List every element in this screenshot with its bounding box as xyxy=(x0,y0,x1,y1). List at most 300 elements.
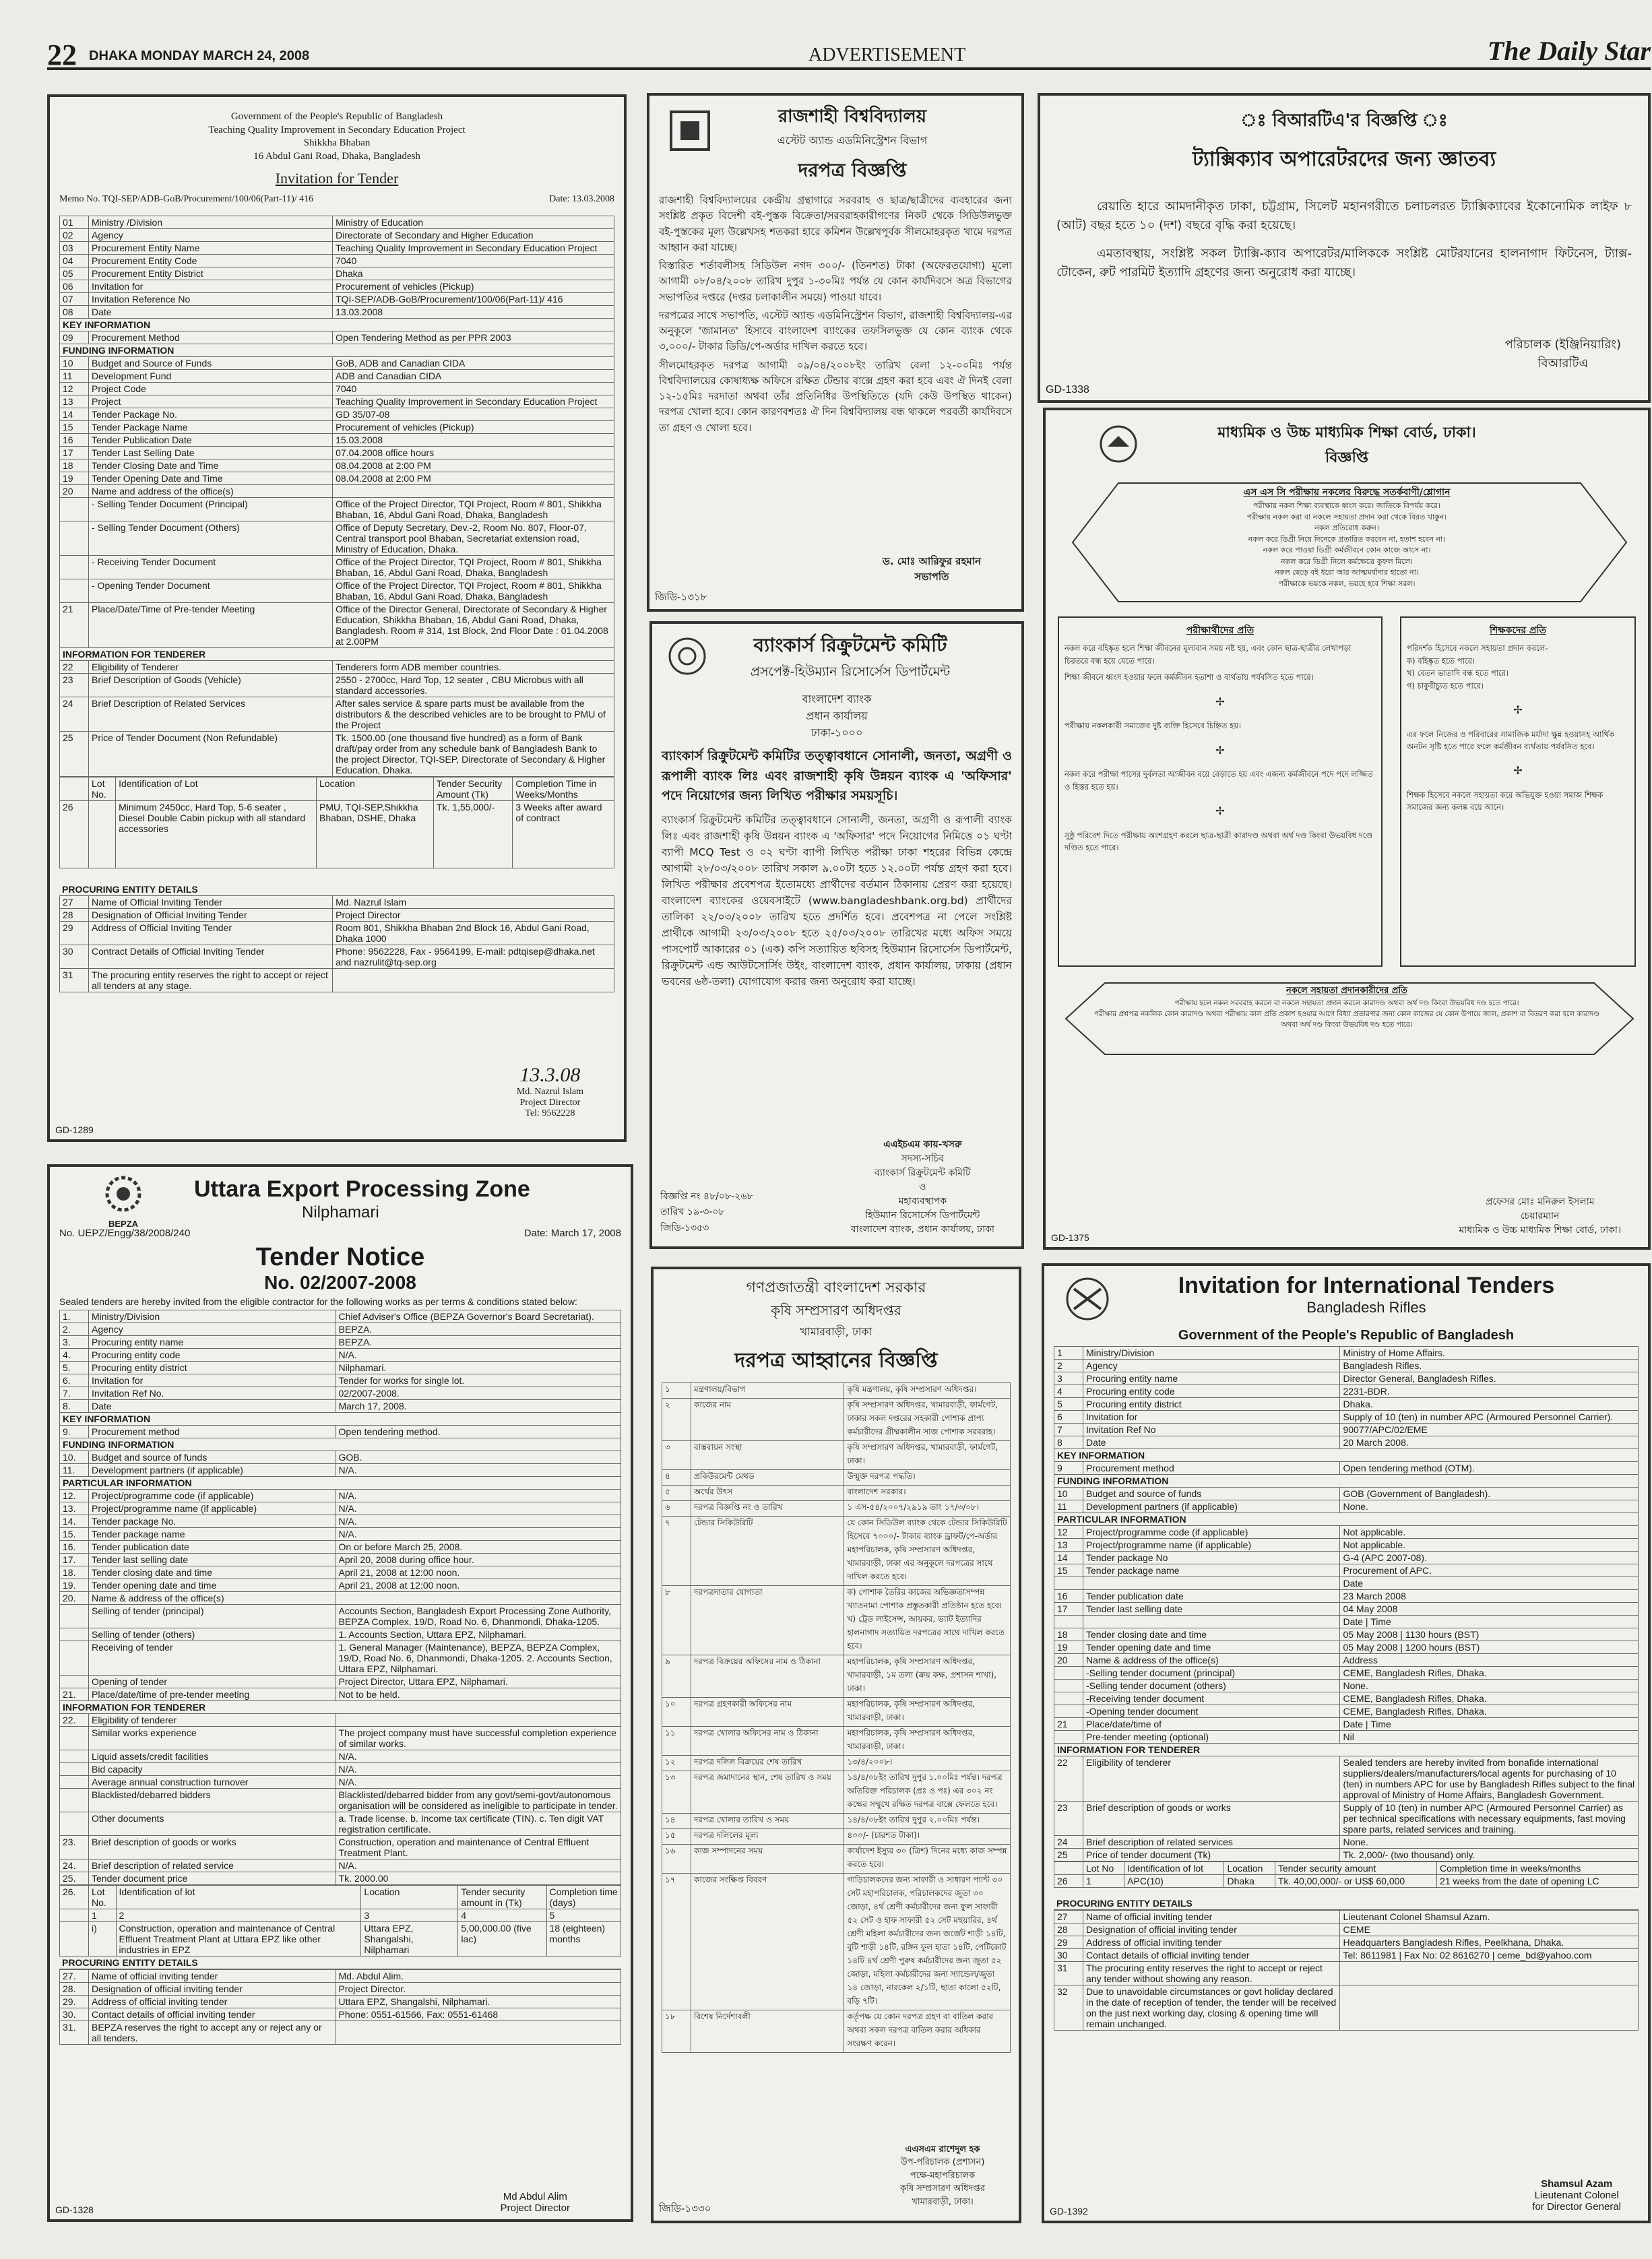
row-value: Supply of 10 (ten) in number APC (Armoured Personnel Carrier) as per technical specifications with necessary equipments, fast moving spare parts, related services and training. xyxy=(1340,1802,1639,1836)
table-row xyxy=(1054,1411,1639,1424)
row-value: CEME, Bangladesh Rifles, Dhaka. xyxy=(1340,1705,1639,1718)
row-label: Opening of tender xyxy=(89,1676,336,1688)
row-label: Tender Opening Date and Time xyxy=(89,472,333,485)
row-label: Project Code xyxy=(89,383,333,395)
table-row xyxy=(1054,1360,1639,1372)
ad-teaching-quality-tender xyxy=(47,94,627,1142)
row-number xyxy=(60,521,89,556)
row-label: Price of Tender Document (Non Refundable) xyxy=(89,732,333,777)
row-label: Project/programme name (if applicable) xyxy=(1083,1539,1340,1552)
row-value: 20 March 2008. xyxy=(1340,1436,1639,1449)
signer-for: for Director General xyxy=(1532,2201,1621,2213)
lot-header: Location xyxy=(1224,1862,1275,1875)
row-label: Procurement method xyxy=(89,1426,336,1438)
row-number: 27. xyxy=(60,1970,89,1983)
row-label: Invitation for xyxy=(1083,1411,1340,1424)
row-value: Office of the Director General, Directorate of Secondary & Higher Education, Shikkha Bhaban, 16, Abdul Gani Road, Dhaka, Bangladesh. Room # 314, 1st Block, 2nd Floor Date : 01.04.2008 at 2.00PM xyxy=(333,603,614,648)
row-number: 18. xyxy=(60,1566,89,1579)
row-label: Selling of tender (others) xyxy=(89,1628,336,1641)
section-heading: PARTICULAR INFORMATION xyxy=(1054,1513,1639,1526)
ad-code: GD-1392 xyxy=(1050,2206,1088,2217)
row-value: GOB. xyxy=(336,1451,621,1464)
row-label: Tender closing date and time xyxy=(1083,1628,1340,1641)
lot-cell: 18 (eighteen) months xyxy=(546,1922,621,1956)
row-value: ক) পোশাক তৈরির কাজের অভিজ্ঞতাসম্পন্ন খ্যাতনামা পোশাক প্রস্তুতকারী প্রতিষ্ঠান হতে হবে। খ) ট্রেড লাইসেন্স, আয়কর, ভ্যাট ইত্যাদির হালনাগাদ সত্যায়িত দরপত্রের সাথে দাখিল করতে হবে। xyxy=(844,1586,1011,1655)
table-row xyxy=(60,1641,621,1676)
signer-title: Project Director xyxy=(519,1097,581,1108)
tender-table xyxy=(662,1382,1011,2053)
lot-cell: Tk. 1,55,000/- xyxy=(433,801,513,868)
ad-uepz-tender xyxy=(47,1164,633,2222)
table-row xyxy=(60,1502,621,1515)
table-row xyxy=(60,485,614,498)
row-label: Address of official inviting tender xyxy=(89,1996,336,2008)
address-line: ঢাকা-১০০০ xyxy=(811,726,863,739)
row-number: 25 xyxy=(60,732,89,777)
signer-org: মাধ্যমিক ও উচ্চ মাধ্যমিক শিক্ষা বোর্ড, ঢাকা। xyxy=(1459,1225,1621,1236)
lot-header: Lot No. xyxy=(89,777,116,801)
table-row xyxy=(60,1362,621,1374)
row-number: 24. xyxy=(60,1859,89,1872)
page-number: 22 xyxy=(47,38,77,71)
row-value: 90077/APC/02/EME xyxy=(1340,1424,1639,1436)
address-line: প্রধান কার্যালয় xyxy=(806,709,868,722)
table-row xyxy=(1054,1836,1639,1849)
table-row xyxy=(60,319,614,331)
row-value: Office of the Project Director, TQI Project, Room # 801, Shikkha Bhaban, 16, Abdul Gani Road, Dhaka, Bangladesh xyxy=(333,556,614,579)
memo-number: Memo No. TQI-SEP/ADB-GoB/Procurement/100/06(Part-11)/ 416 xyxy=(59,194,314,204)
table-row xyxy=(60,1451,621,1464)
row-label: Invitation for xyxy=(89,1374,336,1387)
row-value: Office of the Project Director, TQI Project, Room # 801, Shikkha Bhaban, 16, Abdul Gani Road, Dhaka, Bangladesh xyxy=(333,579,614,603)
row-label: Address of Official Inviting Tender xyxy=(89,922,333,945)
signer-name: Shamsul Azam xyxy=(1541,2178,1613,2190)
divider-star-icon: ✢ xyxy=(1513,703,1523,716)
table-row xyxy=(662,1441,1011,1470)
table-row xyxy=(1054,1985,1639,2031)
row-number: 15. xyxy=(60,1528,89,1541)
row-label: - Receiving Tender Document xyxy=(89,556,333,579)
row-number: ৫ xyxy=(662,1486,691,1501)
row-number xyxy=(60,1776,89,1789)
row-label: Procuring entity name xyxy=(1083,1372,1340,1385)
ad-title: ঃ বিআরটিএ'র বিজ্ঞপ্তি ঃ xyxy=(1240,110,1448,131)
row-label: Agency xyxy=(89,229,333,242)
row-value: Not applicable. xyxy=(1340,1526,1639,1539)
row-number: 25. xyxy=(60,1872,89,1885)
row-value: GOB (Government of Bangladesh). xyxy=(1340,1488,1639,1500)
row-label: Brief Description of Goods (Vehicle) xyxy=(89,674,333,697)
slogan-line: পরীক্ষাকে ভয়কে নকল, ভয়হে হবে শিক্ষা সরল। xyxy=(1278,579,1416,588)
table-row xyxy=(60,1750,621,1763)
ad-heading: দরপত্র বিজ্ঞপ্তি xyxy=(798,159,907,181)
table-row xyxy=(60,370,614,383)
row-value: Project Director xyxy=(333,909,614,922)
row-label: প্রকিউরমেন্ট মেথড xyxy=(691,1470,844,1486)
row-label: Average annual construction turnover xyxy=(89,1776,336,1789)
row-label: Budget and Source of Funds xyxy=(89,357,333,370)
divider-star-icon: ✢ xyxy=(1513,764,1523,777)
lot-cell: 3 Weeks after award of contract xyxy=(513,801,614,868)
ad-title: ব্যাংকার্স রিক্রুটমেন্ট কমিটি xyxy=(753,634,947,656)
ad-bdr-international-tender xyxy=(1042,1263,1651,2223)
row-label: Contract Details of Official Inviting Tender xyxy=(89,945,333,969)
row-value: যে কোন সিডিউল ব্যাংক থেকে টেন্ডার সিকিউরিটি হিসেবে ৭০০০/- টাকার ব্যাংক ড্রাফট/পে-অর্ডার মহাপরিচালক, কৃষি সম্প্রসারণ অধিদপ্তর, খামারবাড়ী, ঢাকা এর অনুকূলে দরপত্রের সাথে দাখিল করতে হবে। xyxy=(844,1517,1011,1586)
row-number: 19 xyxy=(60,472,89,485)
table-row xyxy=(60,1515,621,1528)
row-label: অর্থের উৎস xyxy=(691,1486,844,1501)
table-row xyxy=(60,1310,621,1323)
row-value: Not to be held. xyxy=(336,1688,621,1701)
box-line: নকল করে বহিষ্কৃত হলে শিক্ষা জীবনের মূল্যবান সময় নষ্ট হয়, এবং কোন ছাত্র-ছাত্রীর লেখাপড়া চিরতরে বন্ধ হয়ে যেতে পারে। xyxy=(1065,643,1352,666)
row-number: ১০ xyxy=(662,1698,691,1727)
row-label: Invitation Ref No xyxy=(1083,1424,1340,1436)
row-label: Tender last selling date xyxy=(1083,1603,1340,1616)
row-value: Ministry of Education xyxy=(333,216,614,229)
row-label: Development Fund xyxy=(89,370,333,383)
row-number: 05 xyxy=(60,267,89,280)
row-number: 24 xyxy=(1054,1836,1083,1849)
table-row xyxy=(60,1996,621,2008)
teachers-box xyxy=(1400,616,1636,967)
ad-title: রাজশাহী বিশ্ববিদ্যালয় xyxy=(777,106,927,127)
ad-brta-notice xyxy=(1038,93,1651,403)
row-number: 28 xyxy=(1054,1923,1083,1936)
row-label: -Selling tender document (others) xyxy=(1083,1680,1340,1692)
row-value: 02/2007-2008. xyxy=(336,1387,621,1400)
table-row xyxy=(60,556,614,579)
row-label: দরপত্র দলিল বিক্রয়ের শেষ তারিখ xyxy=(691,1756,844,1771)
row-number xyxy=(60,1628,89,1641)
signer-line: কৃষি সম্প্রসারণ অধিদপ্তর xyxy=(900,2184,985,2194)
row-value xyxy=(336,1714,621,1727)
lot-header: 26. xyxy=(60,1886,89,1909)
row-value: Md. Abdul Alim. xyxy=(336,1970,621,1983)
lot-header: Tender security amount xyxy=(1275,1862,1436,1875)
row-value: GoB, ADB and Canadian CIDA xyxy=(333,357,614,370)
row-number: 12 xyxy=(60,383,89,395)
row-value: Teaching Quality Improvement in Secondary Education Project xyxy=(333,395,614,408)
table-row xyxy=(60,293,614,306)
row-value: মহাপরিচালক, কৃষি সম্প্রসারণ অধিদপ্তর, খামারবাড়ী, ১ম তলা (ক্রয় কক্ষ, প্রশাসন শাখা), ঢাকা। xyxy=(844,1655,1011,1698)
row-number: 19. xyxy=(60,1579,89,1592)
lot-header: Tender security amount in (Tk) xyxy=(458,1886,546,1909)
row-label: কাজের সংক্ষিপ্ত বিবরণ xyxy=(691,1874,844,2010)
row-value: কৃষি মন্ত্রণালয়, কৃষি সম্প্রসারণ অধিদপ্তর। xyxy=(844,1383,1011,1399)
row-number: 03 xyxy=(60,242,89,255)
row-value: Supply of 10 (ten) in number APC (Armoured Personnel Carrier). xyxy=(1340,1411,1639,1424)
row-label: Procuring entity code xyxy=(1083,1385,1340,1398)
table-row xyxy=(1054,1462,1639,1475)
row-value: 7040 xyxy=(333,255,614,267)
row-label: Price of tender document (Tk) xyxy=(1083,1849,1340,1862)
table-row xyxy=(1054,1552,1639,1564)
table-row xyxy=(60,1374,621,1387)
row-number xyxy=(1054,1616,1083,1628)
row-value: None. xyxy=(1340,1680,1639,1692)
row-value: N/A. xyxy=(336,1776,621,1789)
row-number: 17 xyxy=(1054,1603,1083,1616)
row-label: Pre-tender meeting (optional) xyxy=(1083,1731,1340,1744)
table-row xyxy=(60,1387,621,1400)
signer-line: মহাব্যবস্থাপক xyxy=(898,1196,947,1207)
table-row xyxy=(60,1349,621,1362)
table-row xyxy=(662,1814,1011,1829)
table-row xyxy=(60,1605,621,1628)
row-value: Dhaka xyxy=(333,267,614,280)
row-number: 2 xyxy=(1054,1360,1083,1372)
row-label: Name & address of the office(s) xyxy=(89,1592,336,1605)
row-number: ৪ xyxy=(662,1470,691,1486)
table-row xyxy=(1054,1475,1639,1488)
row-value: After sales service & spare parts must be available from the distributors & the described vehicles are to be brought to PMU of the Project xyxy=(333,697,614,732)
row-value: 07.04.2008 office hours xyxy=(333,447,614,459)
table-row xyxy=(662,1501,1011,1517)
row-label: Procurement method xyxy=(1083,1462,1340,1475)
row-number: 06 xyxy=(60,280,89,293)
row-label: Tender document price xyxy=(89,1872,336,1885)
row-number xyxy=(60,1750,89,1763)
procuring-table xyxy=(59,895,614,992)
row-number: 15 xyxy=(1054,1564,1083,1577)
row-label: Tender last selling date xyxy=(89,1554,336,1566)
row-value: ১৩/৪/২০০৮। xyxy=(844,1756,1011,1771)
row-value: ১৪/৪/০৮ইং তারিখ দুপুর ২.০০মিঃ পর্যন্ত। xyxy=(844,1814,1011,1829)
table-row xyxy=(60,1336,621,1349)
row-value: 15.03.2008 xyxy=(333,434,614,447)
row-label: টেন্ডার সিকিউরিটি xyxy=(691,1517,844,1586)
table-row xyxy=(1054,1539,1639,1552)
table-row xyxy=(60,1628,621,1641)
row-label: Procurement Entity Name xyxy=(89,242,333,255)
lot-header: Completion time in weeks/months xyxy=(1437,1862,1639,1875)
row-number: 21. xyxy=(60,1688,89,1701)
row-number: 16 xyxy=(60,434,89,447)
row-value: 05 May 2008 | 1200 hours (BST) xyxy=(1340,1641,1639,1654)
row-label: Ministry /Division xyxy=(89,216,333,229)
row-number: 15 xyxy=(60,421,89,434)
row-label: Procuring entity district xyxy=(89,1362,336,1374)
table-row xyxy=(60,1477,621,1490)
table-row xyxy=(60,498,614,521)
table-row xyxy=(60,732,614,777)
row-label: -Selling tender document (principal) xyxy=(1083,1667,1340,1680)
table-row xyxy=(1054,1616,1639,1628)
row-number xyxy=(1054,1731,1083,1744)
lot-cell: 26 xyxy=(60,801,89,868)
table-row xyxy=(60,1701,621,1714)
row-label: Tender opening date and time xyxy=(1083,1641,1340,1654)
row-number: 30 xyxy=(60,945,89,969)
ad-subtitle: প্রসপেক্ট-হিউম্যান রিসোর্সেস ডিপার্টমেন্ট xyxy=(750,664,951,679)
slogan-title: এস এস সি পরীক্ষায় নকলের বিরুদ্ধে সতর্কবাণী/শ্লোগান xyxy=(1243,487,1451,498)
row-value: Date | Time xyxy=(1340,1718,1639,1731)
procuring-table xyxy=(1054,1910,1639,2031)
signature-block xyxy=(883,554,981,585)
row-number: 9. xyxy=(60,1426,89,1438)
signature-date: 13.3.08 xyxy=(519,1064,581,1086)
row-number: 11. xyxy=(60,1464,89,1477)
ad-code: জিডি-১৩৩০ xyxy=(659,2202,711,2215)
row-label: Tender closing date and time xyxy=(89,1566,336,1579)
row-number: 24 xyxy=(60,697,89,732)
row-number: 18 xyxy=(1054,1628,1083,1641)
row-number: 10. xyxy=(60,1451,89,1464)
row-value: Date | Time xyxy=(1340,1616,1639,1628)
row-value: Procurement of vehicles (Pickup) xyxy=(333,280,614,293)
row-label: বাস্তবায়ন সংস্থা xyxy=(691,1441,844,1470)
row-number: ৭ xyxy=(662,1517,691,1586)
table-row xyxy=(60,969,614,992)
lot-cell: 5,00,000.00 (five lac) xyxy=(458,1922,546,1956)
box-line: ক) বহিষ্কৃত হতে পারে। xyxy=(1407,656,1475,666)
row-value: ৪০০/- (চারশত টাকা)। xyxy=(844,1829,1011,1845)
lot-header: Tender Security Amount (Tk) xyxy=(433,777,513,801)
table-row xyxy=(60,579,614,603)
row-label: Eligibility of Tenderer xyxy=(89,661,333,674)
row-value: গাড়িচালকদের জন্য সাফারী ও সাধারণ প্যান্ট ৩০ সেট মহাপরিচালক, পরিচালকদের জুতা ৩০ জোড়া, ৪র্থ শ্রেণী কর্মচারীদের জন্য ফুল সাফারী ৫২ সেট ও হাফ সাফারী ৫২ সেট মহুয়ারির, ৪র্থ শ্রেণী মহিলা কর্মচারীদের জন্য জর্জেট শাড়ী ১৪টি, বুটি শাড়ী ১৪টি, রঙ্গিন ফুল হাতা ১৪টি, পেটিকোট ১৪টি ৪র্থ শ্রেণী পুরুষ কর্মচারীদের জন্য জুতা ৫২ জোড়া, মহিলা কর্মচারীদের জন্য স্যান্ডেল/জুতা ১৪ জোড়া, নারকেল ২/১টি, ছাতা কালো ৫২টি, বড়ি ৭টি। xyxy=(844,1874,1011,2010)
table-row xyxy=(1054,1911,1639,1923)
row-value: Tk. 2,000/- (two thousand) only. xyxy=(1340,1849,1639,1862)
row-number: 8 xyxy=(1054,1436,1083,1449)
section-heading: PROCURING ENTITY DETAILS xyxy=(1054,1897,1639,1910)
row-number: ১৪ xyxy=(662,1814,691,1829)
table-row xyxy=(1054,1923,1639,1936)
row-number: 12. xyxy=(60,1490,89,1502)
row-value: N/A. xyxy=(336,1750,621,1763)
signer-title: Lieutenant Colonel xyxy=(1534,2190,1619,2201)
row-value: CEME xyxy=(1340,1923,1639,1936)
box-line: পরিদর্শক হিসেবে নকলে সহায়তা প্রদান করলে- xyxy=(1407,643,1548,654)
row-label: Place/date/time of xyxy=(1083,1718,1340,1731)
table-row xyxy=(60,421,614,434)
notice-number: No. 02/2007-2008 xyxy=(264,1272,416,1293)
row-number: 13. xyxy=(60,1502,89,1515)
table-row xyxy=(60,1464,621,1477)
row-label xyxy=(1083,1577,1340,1590)
row-number xyxy=(60,1763,89,1776)
table-row xyxy=(1054,1802,1639,1836)
table-row xyxy=(60,896,614,909)
row-label: দরপত্র বিক্রয়ের অফিসের নাম ও ঠিকানা xyxy=(691,1655,844,1698)
table-row xyxy=(1054,1667,1639,1680)
row-number: ১৫ xyxy=(662,1829,691,1845)
row-label: Place/Date/Time of Pre-tender Meeting xyxy=(89,603,333,648)
table-row xyxy=(1054,1949,1639,1962)
table-row xyxy=(662,1874,1011,2010)
row-number: 1 xyxy=(1054,1347,1083,1360)
row-number: 10 xyxy=(1054,1488,1083,1500)
body-paragraph: দরপত্রের সাথে সভাপতি, এস্টেট অ্যান্ড এডমিনিস্ট্রেশন বিভাগ, রাজশাহী বিশ্ববিদ্যালয়-এর অনুকূলে 'জামানত' হিসাবে বাংলাদেশ ব্যাংকের তফসিলভুক্ত যে কোন ব্যাংক থেকে ৩,০০০/- টাকার ডিডি/পে-অর্ডার দাখিল করতে হবে। xyxy=(659,309,1012,353)
section-heading: PROCURING ENTITY DETAILS xyxy=(59,1956,621,1969)
table-row xyxy=(1054,1347,1639,1360)
row-number: 7. xyxy=(60,1387,89,1400)
lot-header: Location xyxy=(317,777,434,801)
notice-date: Date: March 17, 2008 xyxy=(523,1228,621,1239)
notice-ref: বিজ্ঞপ্তি নং ৪৮/০৮-২৬৮ xyxy=(660,1190,753,1202)
row-number: 20. xyxy=(60,1592,89,1605)
signer-tel: Tel: 9562228 xyxy=(525,1108,575,1118)
table-row xyxy=(1054,1372,1639,1385)
box-line: পরীক্ষায় নকলকারী সমাজের দুষ্ট ব্যক্তি হিসেবে চিহ্নিত হয়। xyxy=(1065,721,1242,731)
row-value: N/A. xyxy=(336,1349,621,1362)
row-value: April 20, 2008 during office hour. xyxy=(336,1554,621,1566)
row-label: Eligibility of tenderer xyxy=(1083,1756,1340,1802)
ref-number: No. UEPZ/Engg/38/2008/240 xyxy=(59,1228,191,1239)
table-row xyxy=(60,216,614,229)
row-label: দরপত্র গ্রহণকারী অফিসের নাম xyxy=(691,1698,844,1727)
row-label: Procurement Method xyxy=(89,331,333,344)
row-number: 29 xyxy=(60,922,89,945)
row-number xyxy=(1054,1705,1083,1718)
row-label: Agency xyxy=(1083,1360,1340,1372)
section-heading: KEY INFORMATION xyxy=(60,1413,621,1426)
row-number: 20 xyxy=(60,485,89,498)
row-value: Md. Nazrul Islam xyxy=(333,896,614,909)
table-row xyxy=(60,1676,621,1688)
signature-block xyxy=(1532,2178,1621,2213)
table-row xyxy=(1054,1424,1639,1436)
gov-line: Teaching Quality Improvement in Secondary Education Project xyxy=(208,124,466,135)
lot-cell: Minimum 2450cc, Hard Top, 5-6 seater , Diesel Double Cabin pickup with all standard accessories xyxy=(116,801,317,868)
row-number: 28 xyxy=(60,909,89,922)
body-paragraph: রাজশাহী বিশ্ববিদ্যালয়ের কেন্দ্রীয় গ্রন্থাগারে সরবরাহ ও ছাত্র/ছাত্রীদের ব্যবহারের জন্য সংশ্লিষ্ট প্রকৃত বিদেশী বই-পুস্তক বিক্রেতা/সরবরাহকারীগণের নিকট থেকে সিডিউলভুক্ত বই-পুস্তকের মূল্য উল্লেখসহ শতকরা হারে কমিশন উল্লেখপূর্বক সীলমোহরকৃত খামে দরপত্র আহ্বান করা যাচ্ছে। xyxy=(659,194,1012,253)
lot-header: Identification of lot xyxy=(1124,1862,1224,1875)
notice-date: তারিখ ১৯-৩-০৮ xyxy=(660,1207,725,1218)
table-row xyxy=(1054,1962,1639,1985)
lot-header: Completion Time in Weeks/Months xyxy=(513,777,614,801)
row-value xyxy=(333,485,614,498)
table-row xyxy=(662,1727,1011,1756)
ad-subtitle: Nilphamari xyxy=(302,1203,379,1221)
table-row xyxy=(60,1566,621,1579)
row-number: 12 xyxy=(1054,1526,1083,1539)
row-value: Open tendering method (OTM). xyxy=(1340,1462,1639,1475)
row-number xyxy=(1054,1680,1083,1692)
section-heading: FUNDING INFORMATION xyxy=(60,344,614,357)
row-number: 02 xyxy=(60,229,89,242)
row-label: দরপত্র খোলার অফিসের নাম ও ঠিকানা xyxy=(691,1727,844,1756)
row-label: Name and address of the office(s) xyxy=(89,485,333,498)
table-row xyxy=(60,1714,621,1727)
row-label: Other documents xyxy=(89,1812,336,1836)
box-title: নকলে সহায়তা প্রদানকারীদের প্রতি xyxy=(1286,986,1407,996)
row-value: Dhaka. xyxy=(1340,1398,1639,1411)
row-number: 18 xyxy=(60,459,89,472)
row-label: Tender package name xyxy=(1083,1564,1340,1577)
table-row xyxy=(1054,1680,1639,1692)
row-value: কৃষি সম্প্রসারণ অধিদপ্তর, খামারবাড়ী, ফার্মগেট, ঢাকা। xyxy=(844,1441,1011,1470)
table-row xyxy=(60,395,614,408)
bdr-logo xyxy=(1060,1275,1114,1326)
signer-name: ড. মোঃ আরিফুর রহমান xyxy=(882,554,981,567)
section-heading: PARTICULAR INFORMATION xyxy=(60,1477,621,1490)
box-line: পরীক্ষায় হলে নকল সরবরাহ করলে বা নকলে সহায়তা প্রদান করলে কারাদণ্ড অথবা অর্থ দণ্ড কিংবা উভয়বিধ দণ্ড হতে পারে। xyxy=(1174,999,1519,1007)
table-row xyxy=(60,434,614,447)
row-value: CEME, Bangladesh Rifles, Dhaka. xyxy=(1340,1692,1639,1705)
row-value xyxy=(336,1592,621,1605)
table-row xyxy=(60,459,614,472)
row-number xyxy=(60,1727,89,1750)
ad-code: GD-1328 xyxy=(55,2204,94,2215)
ad-subtitle: Bangladesh Rifles xyxy=(1306,1299,1426,1316)
table-row xyxy=(60,229,614,242)
row-number: ৯ xyxy=(662,1655,691,1698)
row-number: 23 xyxy=(60,674,89,697)
row-value: Headquarters Bangladesh Rifles, Peelkhana, Dhaka. xyxy=(1340,1936,1639,1949)
row-label: Brief description of related service xyxy=(89,1859,336,1872)
row-value: a. Trade license. b. Income tax certificate (TIN). c. Ten digit VAT registration certificate. xyxy=(336,1812,621,1836)
